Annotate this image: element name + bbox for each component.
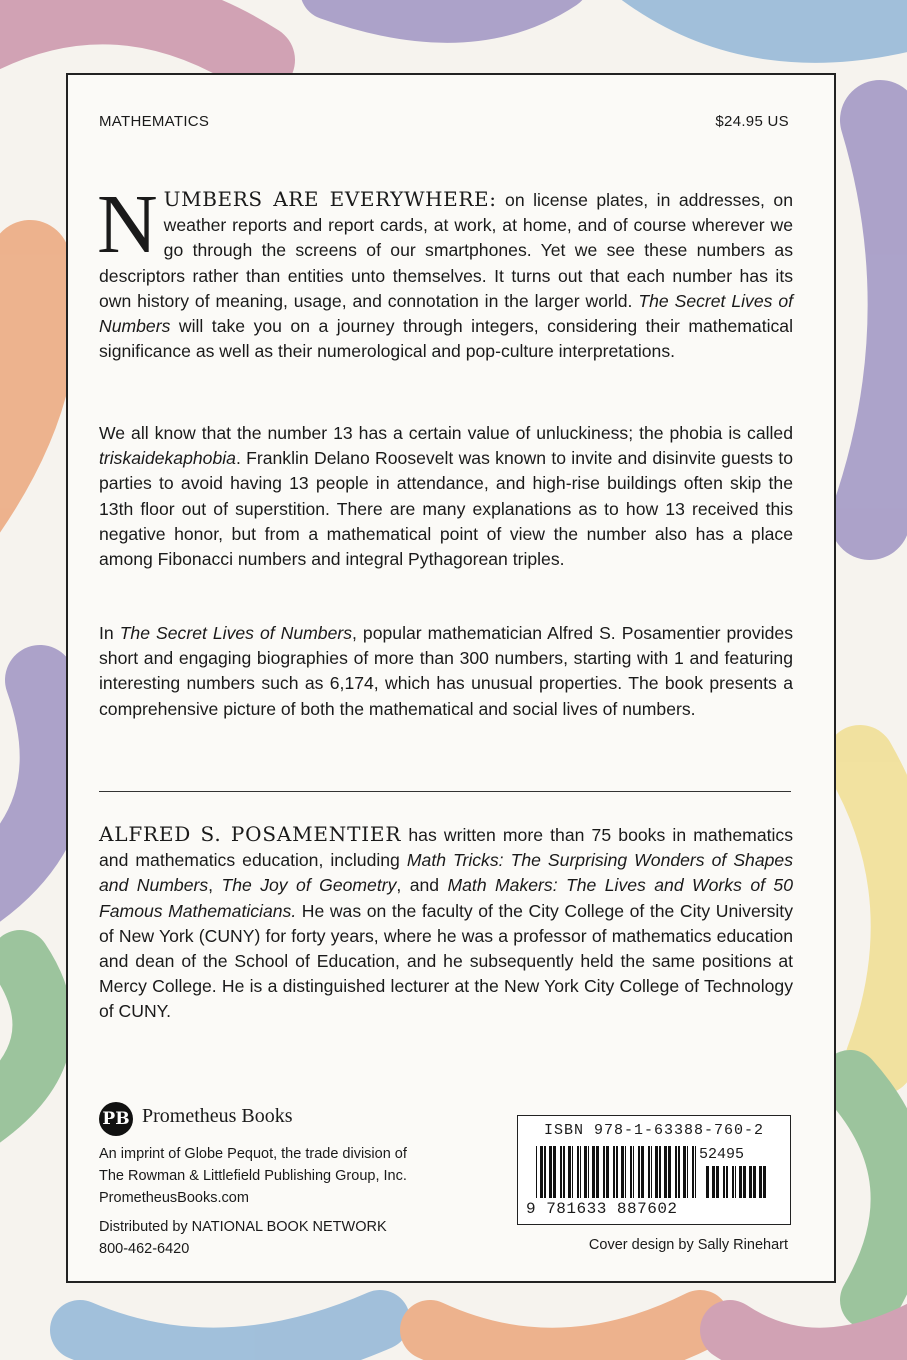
bg-shape-green-left bbox=[0, 960, 43, 1120]
bg-shape-orange-left bbox=[0, 260, 37, 520]
barcode-bar bbox=[716, 1166, 719, 1198]
barcode-bar bbox=[726, 1166, 728, 1198]
barcode-bar bbox=[560, 1146, 562, 1198]
barcode-bar bbox=[577, 1146, 579, 1198]
barcode-bar bbox=[651, 1146, 652, 1198]
bg-shape-purple-top bbox=[330, 0, 560, 13]
bg-shape-yellow-right bbox=[860, 760, 906, 1060]
barcode-bar bbox=[687, 1146, 688, 1198]
barcode-bar bbox=[749, 1166, 752, 1198]
barcode-bar bbox=[616, 1146, 618, 1198]
barcode-bar bbox=[675, 1146, 677, 1198]
barcode-bar bbox=[648, 1146, 650, 1198]
barcode-bar bbox=[544, 1146, 546, 1198]
author-bio bbox=[99, 822, 793, 1025]
distributor-line: Distributed by NATIONAL BOOK NETWORK bbox=[99, 1219, 387, 1235]
bg-shape-purple-right bbox=[870, 120, 907, 520]
bg-shape-blue-top bbox=[640, 0, 907, 28]
author-book-3: Math Makers: The Lives and Works of 50 Famous Mathematicians. bbox=[99, 875, 793, 921]
price-label: $24.95 US bbox=[715, 113, 789, 130]
barcode-bar bbox=[753, 1166, 756, 1198]
bg-shape-pink-bottom bbox=[730, 1320, 907, 1358]
author-book-1: Math Tricks: The Surprising Wonders of Shapes and Numbers bbox=[99, 850, 793, 896]
barcode-bar bbox=[735, 1166, 736, 1198]
publisher-imprint-line-1: An imprint of Globe Pequot, the trade division of bbox=[99, 1146, 407, 1162]
barcode-bar bbox=[584, 1146, 587, 1198]
isbn-barcode bbox=[517, 1115, 791, 1225]
author-name: ALFRED S. POSAMENTIER bbox=[99, 822, 402, 846]
barcode-bar bbox=[706, 1166, 709, 1198]
barcode-bar bbox=[553, 1146, 556, 1198]
isbn-label: ISBN 978-1-63388-760-2 bbox=[543, 1122, 765, 1139]
publisher-website: PrometheusBooks.com bbox=[99, 1190, 249, 1206]
barcode-bar bbox=[763, 1166, 766, 1198]
barcode-bar bbox=[633, 1146, 634, 1198]
publisher-logo-icon: PB bbox=[99, 1102, 133, 1136]
barcode-bar bbox=[606, 1146, 609, 1198]
price-code: 52495 bbox=[698, 1146, 744, 1163]
author-bio-text-b: He was on the faculty of the City College of the City University of New York (CUNY) for forty years, where he was a professor of mathematics education and dean of the School of Education, and he subsequently held the same positions at Mercy College. He is a distinguished lecturer at the New York City College of Technology of CUNY. bbox=[99, 900, 793, 1022]
author-book-2: The Joy of Geometry bbox=[221, 875, 397, 896]
barcode-bar bbox=[759, 1166, 762, 1198]
barcode-bar bbox=[683, 1146, 686, 1198]
blurb-p2-text-a: We all know that the number 13 has a certain value of unluckiness; the phobia is called bbox=[99, 423, 793, 443]
blurb-paragraph-3 bbox=[99, 621, 793, 722]
barcode-bar bbox=[739, 1166, 742, 1198]
publisher-name: Prometheus Books bbox=[142, 1105, 293, 1127]
blurb-p1-text-b: will take you on a journey through integers, considering their mathematical significance as well as their numerological and pop-culture interpretations. bbox=[99, 316, 793, 362]
barcode-bar bbox=[596, 1146, 599, 1198]
blurb-p3-text-a: In bbox=[99, 623, 120, 643]
barcode-bar bbox=[638, 1146, 640, 1198]
drop-cap: N bbox=[97, 178, 158, 271]
section-divider bbox=[99, 791, 791, 792]
barcode-bar bbox=[743, 1166, 746, 1198]
phobia-term: triskaidekaphobia bbox=[99, 448, 236, 469]
bg-shape-pink-top bbox=[0, 9, 260, 60]
barcode-bar bbox=[603, 1146, 605, 1198]
publisher-imprint-line-2: The Rowman & Littlefield Publishing Group, Inc. bbox=[99, 1168, 407, 1184]
barcode-bar bbox=[659, 1146, 661, 1198]
barcode-bar bbox=[568, 1146, 571, 1198]
barcode-bar bbox=[540, 1146, 543, 1198]
author-bio-text-a: has written more than 75 books in mathematics and mathematics education, including bbox=[99, 825, 793, 871]
barcode-bar bbox=[563, 1146, 565, 1198]
barcode-bar bbox=[678, 1146, 680, 1198]
ean-barcode-bars bbox=[536, 1146, 696, 1198]
barcode-bar bbox=[588, 1146, 589, 1198]
barcode-bar bbox=[641, 1146, 644, 1198]
barcode-bar bbox=[630, 1146, 632, 1198]
blurb-paragraph-2 bbox=[99, 421, 793, 572]
bg-shape-purple-left bbox=[0, 680, 55, 900]
author-sep-2: , and bbox=[396, 875, 448, 896]
barcode-bar bbox=[692, 1146, 694, 1198]
barcode-bar bbox=[668, 1146, 671, 1198]
category-label: MATHEMATICS bbox=[99, 113, 210, 130]
barcode-bar bbox=[712, 1166, 715, 1198]
book-title-ref: The Secret Lives of Numbers bbox=[99, 290, 793, 337]
bg-shape-blue-bottom bbox=[80, 1320, 380, 1358]
cover-design-credit: Cover design by Sally Rinehart bbox=[588, 1237, 788, 1253]
barcode-bar bbox=[655, 1146, 658, 1198]
barcode-bar bbox=[664, 1146, 667, 1198]
blurb-lead: UMBERS ARE EVERYWHERE: bbox=[163, 187, 497, 211]
ean-number: 9 781633 887602 bbox=[526, 1200, 678, 1218]
barcode-bar bbox=[621, 1146, 624, 1198]
barcode-bar bbox=[723, 1166, 725, 1198]
blurb-paragraph-1 bbox=[97, 178, 793, 364]
barcode-bar bbox=[592, 1146, 595, 1198]
barcode-bar bbox=[732, 1166, 734, 1198]
author-sep-1: , bbox=[208, 875, 222, 896]
back-cover-panel bbox=[66, 73, 836, 1283]
blurb-p1-text-a: on license plates, in addresses, on weather reports and report cards, at work, at home, and of course wherever we go through the screens of our smartphones. Yet we see these numbers as descriptors rather than entities unto themselves. It turns out that each number has its own history of meaning, usage, and connotation in the larger world. bbox=[99, 190, 793, 311]
barcode-bar bbox=[549, 1146, 552, 1198]
barcode-bar bbox=[695, 1146, 696, 1198]
addon-barcode-bars bbox=[706, 1166, 766, 1198]
barcode-bar bbox=[536, 1146, 537, 1198]
distributor-phone: 800-462-6420 bbox=[99, 1241, 190, 1257]
barcode-bar bbox=[572, 1146, 573, 1198]
book-title-ref-2: The Secret Lives of Numbers bbox=[119, 623, 353, 643]
bg-shape-orange-bottom bbox=[430, 1320, 700, 1358]
barcode-bar bbox=[613, 1146, 615, 1198]
blurb-p3-text-b: , popular mathematician Alfred S. Posamentier provides short and engaging biographies of more than 300 numbers, starting with 1 and featuring interesting numbers such as 6,174, which has unusual properties. The book presents a comprehensive picture of both the mathematical and social lives of numbers. bbox=[99, 623, 793, 719]
barcode-bar bbox=[625, 1146, 626, 1198]
bg-shape-green-right bbox=[850, 1080, 901, 1300]
blurb-p2-text-b: . Franklin Delano Roosevelt was known to invite and disinvite guests to parties to avoid having 13 people in attendance, and high-rise buildings often skip the 13th floor out of superstition. There are many explanations as to how 13 received this negative honor, but from a mathematical point of view the number also has a place among Fibonacci numbers and integral Pythagorean triples. bbox=[99, 448, 793, 570]
barcode-bar bbox=[580, 1146, 581, 1198]
